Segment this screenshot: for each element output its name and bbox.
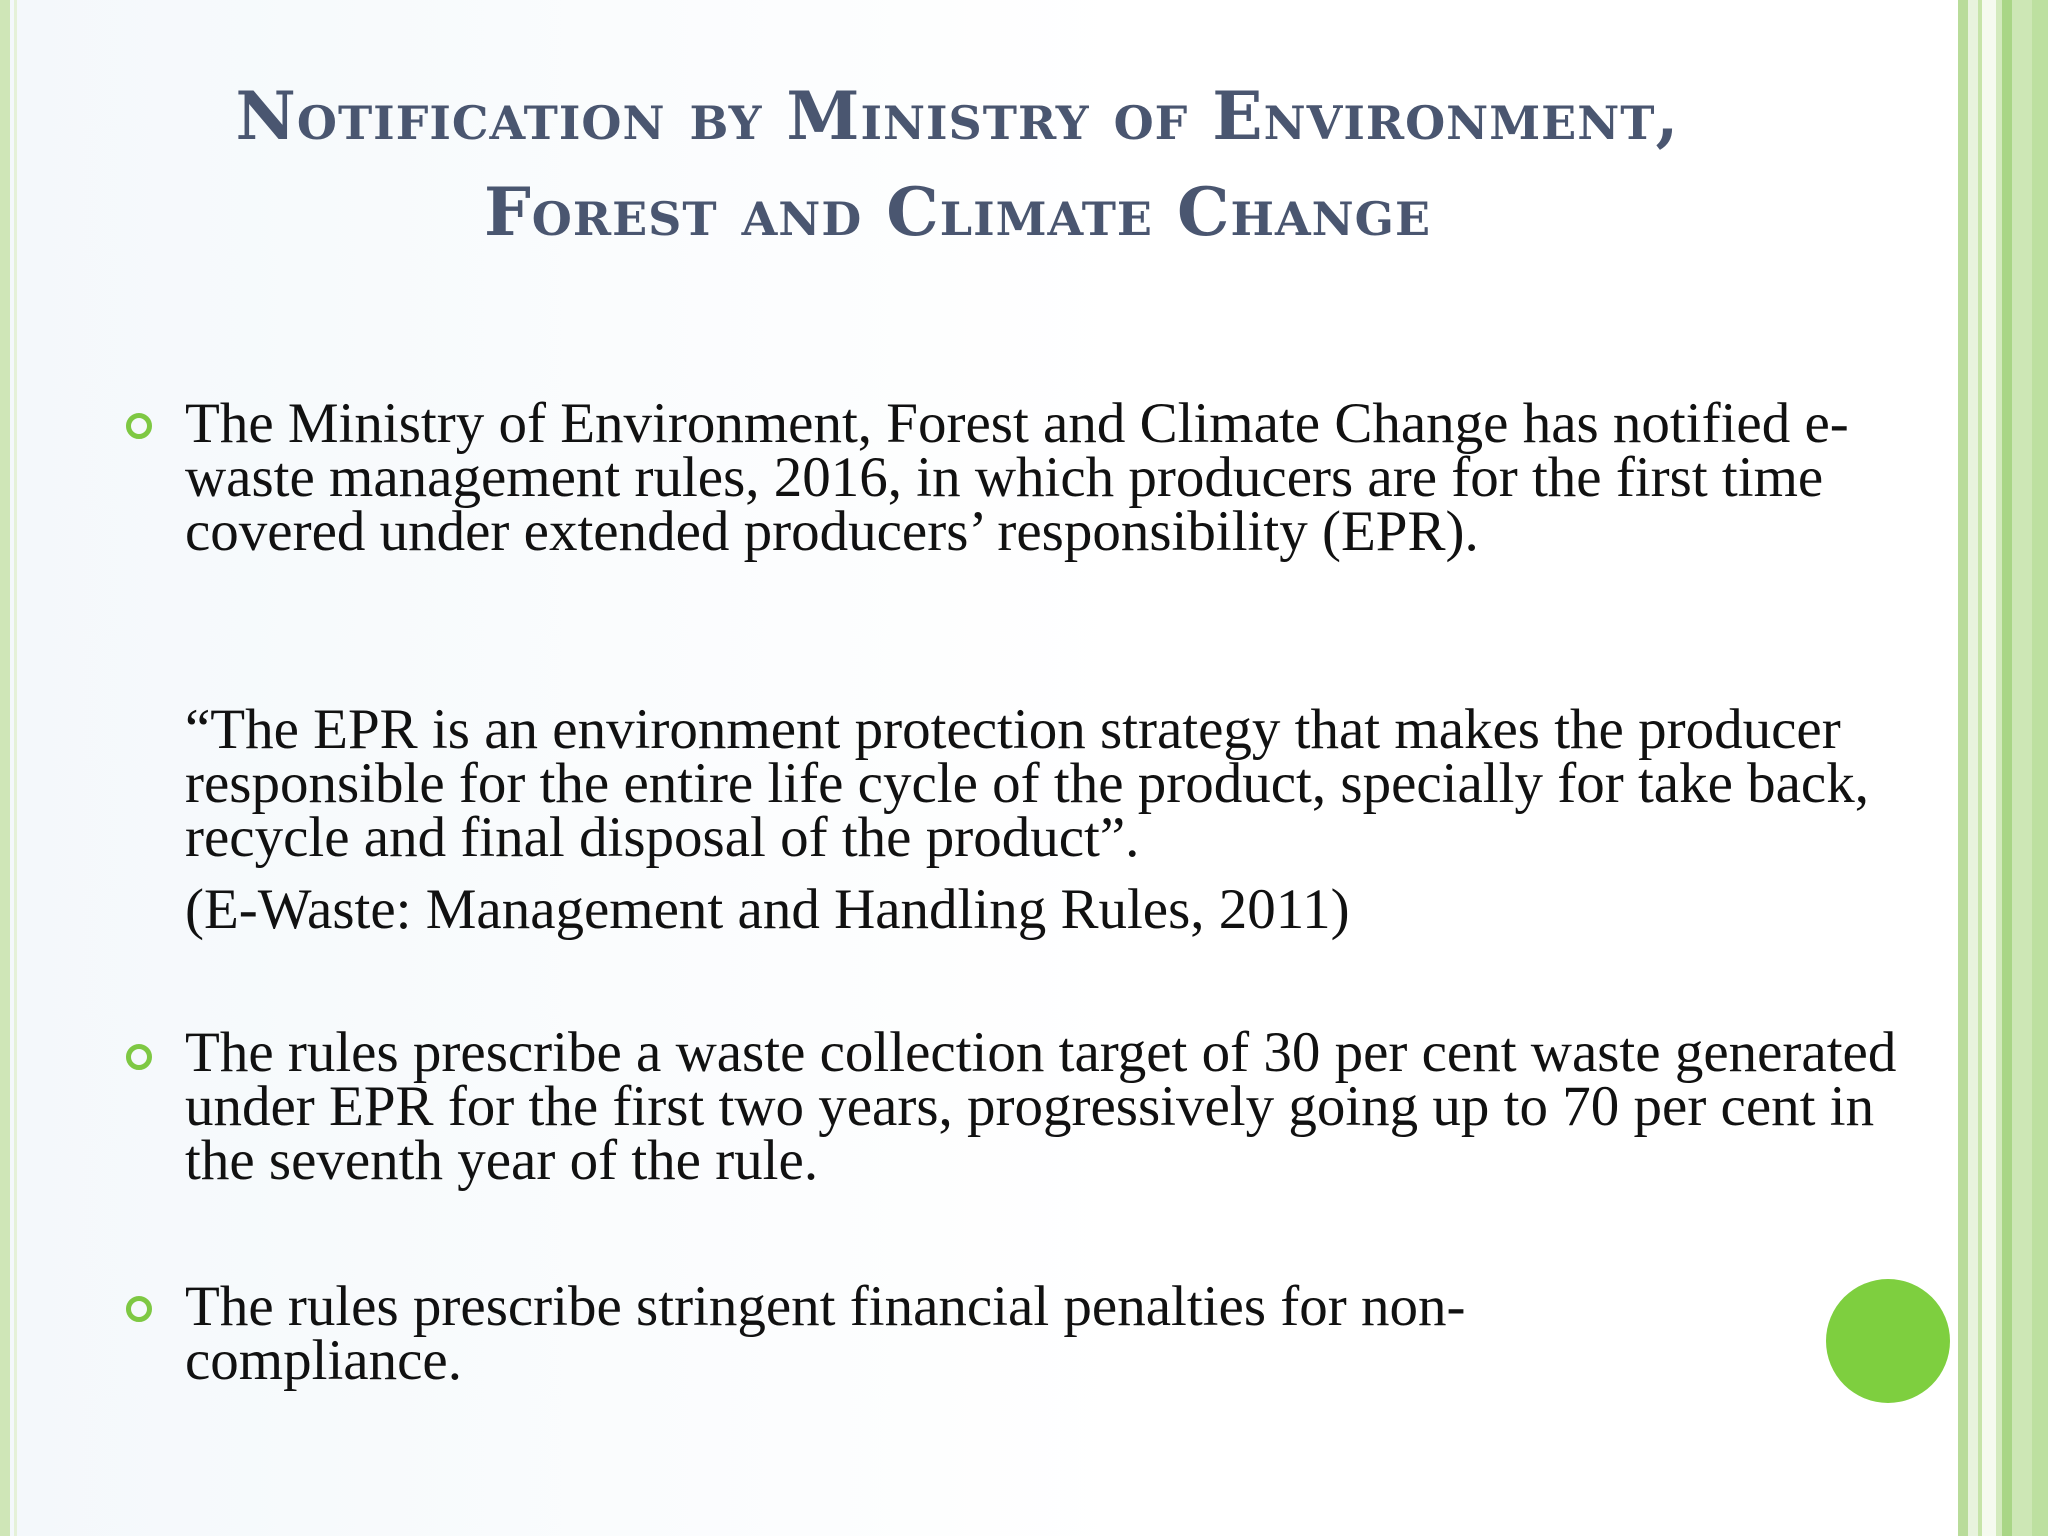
ring-bullet-icon (126, 413, 152, 439)
bullet-paragraph: The Ministry of Environment, Forest and Climate Change has notified e-waste management rules, 2016, in which producers are for the first time covered under extended producers’ responsibility (EPR). (185, 392, 1849, 563)
citation-paragraph: (E-Waste: Management and Handling Rules, 2011) (185, 878, 1350, 941)
ring-bullet-icon (126, 1044, 152, 1070)
bullet-paragraph: The rules prescribe a waste collection target of 30 per cent waste generated under EPR for the first two years, progressively going up to 70 per cent in the seventh year of the rule. (185, 1021, 1897, 1192)
right-stripe (1982, 0, 1996, 1536)
right-stripe (1958, 0, 1968, 1536)
quote-paragraph: “The EPR is an environment protection strategy that makes the producer responsible for the entire life cycle of the product, specially for take back, recycle and final disposal of the product”. (185, 698, 1869, 869)
ring-bullet-icon (126, 1296, 152, 1322)
right-stripe (2032, 0, 2048, 1536)
right-stripe (2002, 0, 2012, 1536)
decorative-green-circle (1826, 1279, 1950, 1403)
right-stripe (1968, 0, 1978, 1536)
right-stripe (2012, 0, 2032, 1536)
bullet-paragraph: The rules prescribe stringent financial penalties for non-compliance. (185, 1275, 1466, 1392)
slide-title: Notification by Ministry of Environment, Forest and Climate Change (235, 77, 1680, 251)
